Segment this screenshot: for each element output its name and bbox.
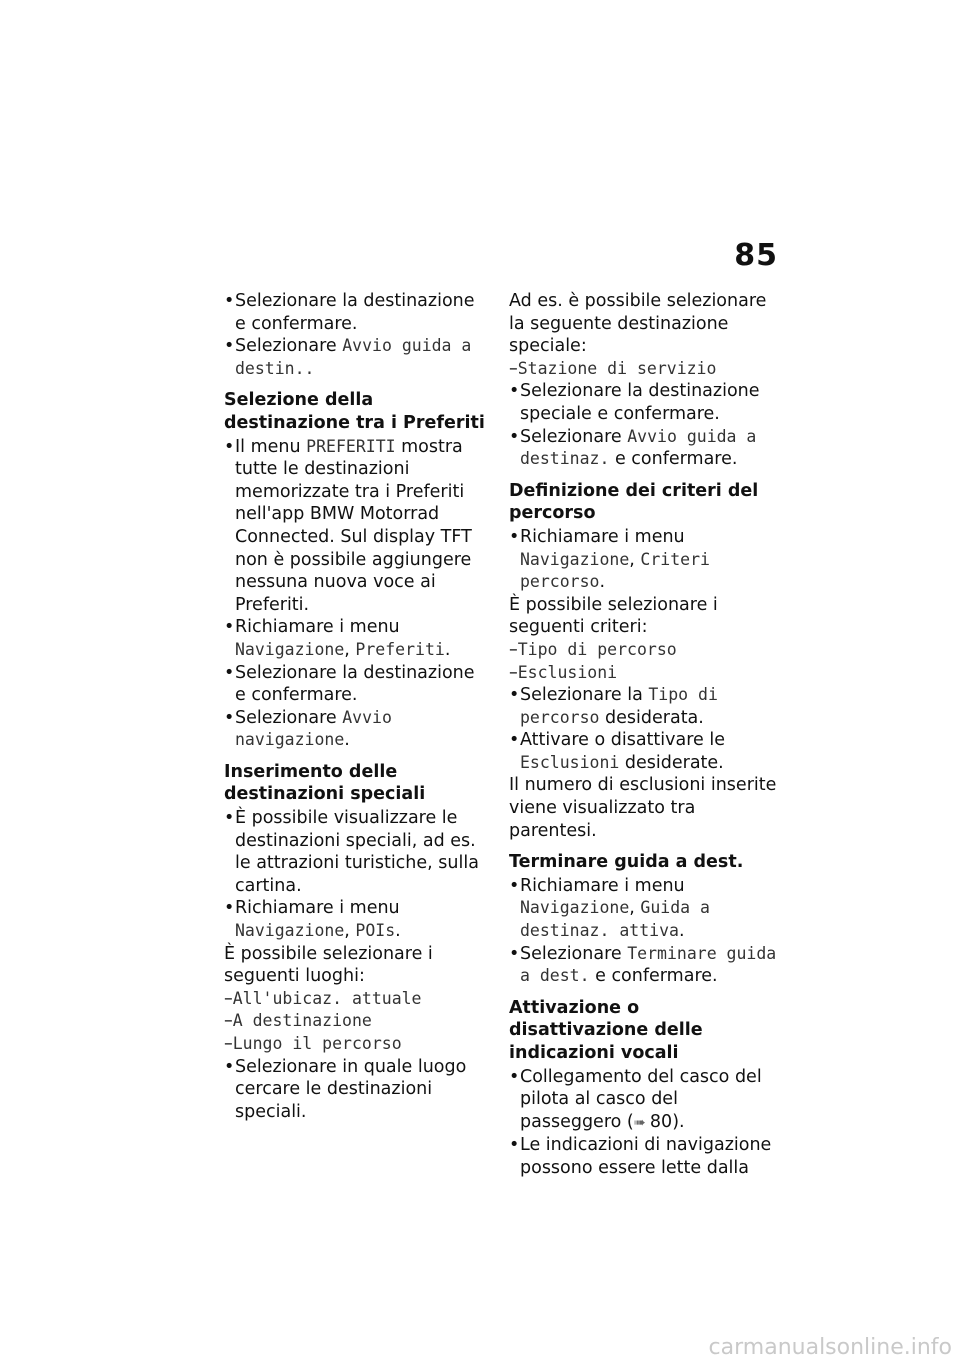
bullet-item: • Selezionare Avvio guida a destinaz. e confermare.	[509, 426, 781, 471]
bullet-item: • Collegamento del casco del pilota al casco del passeggero (➠ 80).	[509, 1066, 781, 1135]
bullet-item: • Selezionare Avvio navigazione.	[224, 707, 490, 752]
watermark: carmanualsonline.info	[708, 1335, 952, 1360]
bullet-item: • È possibile visualizzare le destinazioni speciali, ad es. le attrazioni turistiche, sulla cartina.	[224, 807, 490, 897]
section-heading: Definizione dei criteri del percorso	[509, 480, 759, 524]
page-ref-arrow-icon: ➠	[633, 1114, 650, 1131]
page-reference[interactable]: 80	[649, 1111, 673, 1132]
bullet-item: • Richiamare i menu Navigazione, Preferiti.	[224, 616, 490, 661]
dash-item: –All'ubicaz. attuale	[224, 988, 422, 1009]
paragraph: È possibile selezionare i seguenti luoghi:	[224, 943, 433, 987]
dash-item: –Lungo il percorso	[224, 1034, 402, 1054]
left-column	[224, 290, 490, 1123]
page-number: 85	[734, 238, 778, 273]
bullet-item: • Selezionare in quale luogo cercare le destinazioni speciali.	[224, 1056, 490, 1124]
dash-item: –Esclusioni	[509, 662, 618, 683]
paragraph: È possibile selezionare i seguenti criteri:	[509, 594, 718, 638]
dash-item: –A destinazione	[224, 1011, 372, 1032]
bullet-item: • Selezionare Avvio guida a destin..	[224, 335, 490, 380]
bullet-item: • Richiamare i menu Navigazione, Criteri percorso.	[509, 526, 781, 594]
right-column	[509, 290, 781, 1180]
paragraph: Il numero di esclusioni inserite viene visualizzato tra parentesi.	[509, 775, 777, 841]
bullet-item: • Selezionare Terminare guida a dest. e confermare.	[509, 943, 781, 988]
bullet-item: • Le indicazioni di navigazione possono essere lette dalla	[509, 1134, 781, 1179]
bullet-item: • Richiamare i menu Navigazione, POIs.	[224, 897, 490, 942]
dash-item: –Tipo di percorso	[509, 639, 677, 660]
paragraph: Ad es. è possibile selezionare la seguente destinazione speciale:	[509, 291, 767, 357]
bullet-item: • Selezionare la Tipo di percorso desiderata.	[509, 684, 781, 729]
bullet-item: • Attivare o disattivare le Esclusioni desiderate.	[509, 729, 781, 774]
section-heading: Attivazione o disattivazione delle indicazioni vocali	[509, 997, 703, 1063]
bullet-item: • Selezionare la destinazione e confermare.	[224, 662, 490, 707]
bullet-item: • Il menu PREFERITI mostra tutte le destinazioni memorizzate tra i Preferiti nell'app BMW Motorrad Connected. Sul display TFT non è possibile aggiungere nessuna nuova voce ai Preferiti.	[224, 436, 490, 617]
section-heading: Terminare guida a dest.	[509, 852, 744, 873]
section-heading: Inserimento delle destinazioni speciali	[224, 761, 426, 805]
section-heading: Selezione della destinazione tra i Preferiti	[224, 390, 485, 433]
bullet-item: • Selezionare la destinazione speciale e confermare.	[509, 380, 781, 425]
dash-item: –Stazione di servizio	[509, 358, 717, 379]
bullet-item: • Selezionare la destinazione e confermare.	[224, 290, 490, 335]
bullet-item: • Richiamare i menu Navigazione, Guida a destinaz. attiva.	[509, 875, 781, 943]
